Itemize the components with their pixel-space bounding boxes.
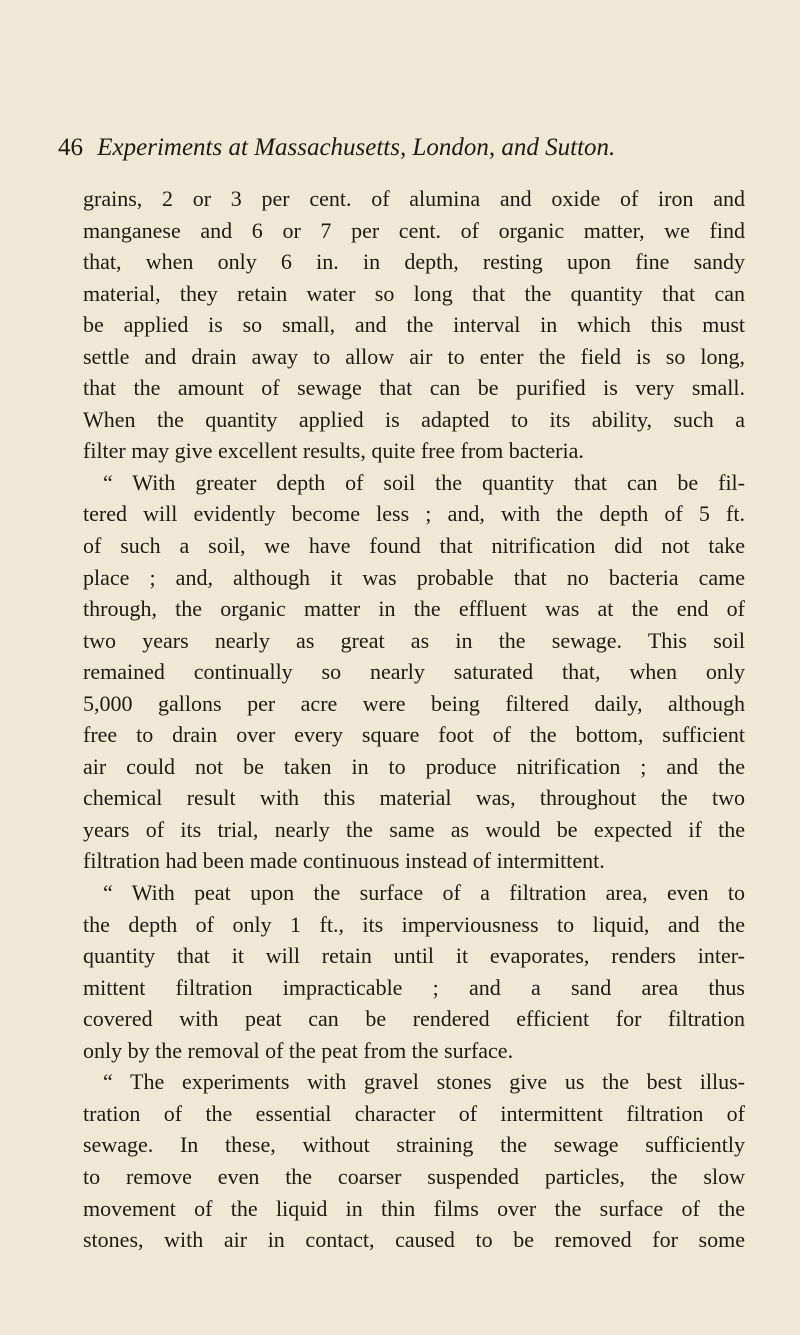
text-line: remained continually so nearly saturated that, when only xyxy=(83,659,745,685)
text-line: material, they retain water so long that the quantity that can xyxy=(83,280,745,306)
text-line: chemical result with this material was, throughout the two xyxy=(83,785,745,811)
text-line: filter may give excellent results, quite free from bacteria. xyxy=(83,438,584,464)
text-line: settle and drain away to allow air to enter the field is so long, xyxy=(83,343,745,369)
text-line: through, the organic matter in the effluent was at the end of xyxy=(83,596,745,622)
text-line: “ The experiments with gravel stones give us the best illus- xyxy=(103,1069,745,1095)
text-line: free to drain over every square foot of the bottom, sufficient xyxy=(83,722,745,748)
text-line: grains, 2 or 3 per cent. of alumina and oxide of iron and xyxy=(83,186,745,211)
text-line: manganese and 6 or 7 per cent. of organic matter, we find xyxy=(83,217,745,243)
running-head xyxy=(58,133,748,163)
text-line: the depth of only 1 ft., its imperviousness to liquid, and the xyxy=(83,911,745,937)
page-number: 46 xyxy=(58,134,83,161)
text-line: filtration had been made continuous instead of intermittent. xyxy=(83,848,605,874)
text-line: tered will evidently become less ; and, with the depth of 5 ft. xyxy=(83,501,745,527)
text-line: “ With greater depth of soil the quantity that can be fil- xyxy=(103,469,745,495)
text-line: movement of the liquid in thin films over the surface of the xyxy=(83,1195,745,1221)
text-line: quantity that it will retain until it evaporates, renders inter- xyxy=(83,943,745,969)
text-line: sewage. In these, without straining the sewage sufficiently xyxy=(83,1132,745,1158)
text-line: stones, with air in contact, caused to be removed for some xyxy=(83,1227,745,1253)
text-line: to remove even the coarser suspended particles, the slow xyxy=(83,1163,745,1189)
text-line: years of its trial, nearly the same as would be expected if the xyxy=(83,816,745,842)
text-line: place ; and, although it was probable that no bacteria came xyxy=(83,564,745,590)
text-line: two years nearly as great as in the sewage. This soil xyxy=(83,627,745,653)
text-line: “ With peat upon the surface of a filtration area, even to xyxy=(103,880,745,906)
text-line: that the amount of sewage that can be purified is very small. xyxy=(83,375,745,401)
text-line: only by the removal of the peat from the surface. xyxy=(83,1037,514,1063)
text-line: mittent filtration impracticable ; and a sand area thus xyxy=(83,974,745,1000)
text-line: covered with peat can be rendered efficient for filtration xyxy=(83,1006,745,1032)
text-line: air could not be taken in to produce nitrification ; and the xyxy=(83,753,745,779)
text-line: tration of the essential character of intermittent filtration of xyxy=(83,1100,745,1126)
text-line: be applied is so small, and the interval in which this must xyxy=(83,312,745,338)
text-line: 5,000 gallons per acre were being filtered daily, although xyxy=(83,690,745,716)
body-text xyxy=(83,183,745,1256)
text-line: that, when only 6 in. in depth, resting upon fine sandy xyxy=(83,249,745,275)
running-title: Experiments at Massachusetts, London, and Sutton. xyxy=(97,134,616,161)
text-line: When the quantity applied is adapted to its ability, such a xyxy=(83,406,745,432)
text-line: of such a soil, we have found that nitrification did not take xyxy=(83,533,745,559)
